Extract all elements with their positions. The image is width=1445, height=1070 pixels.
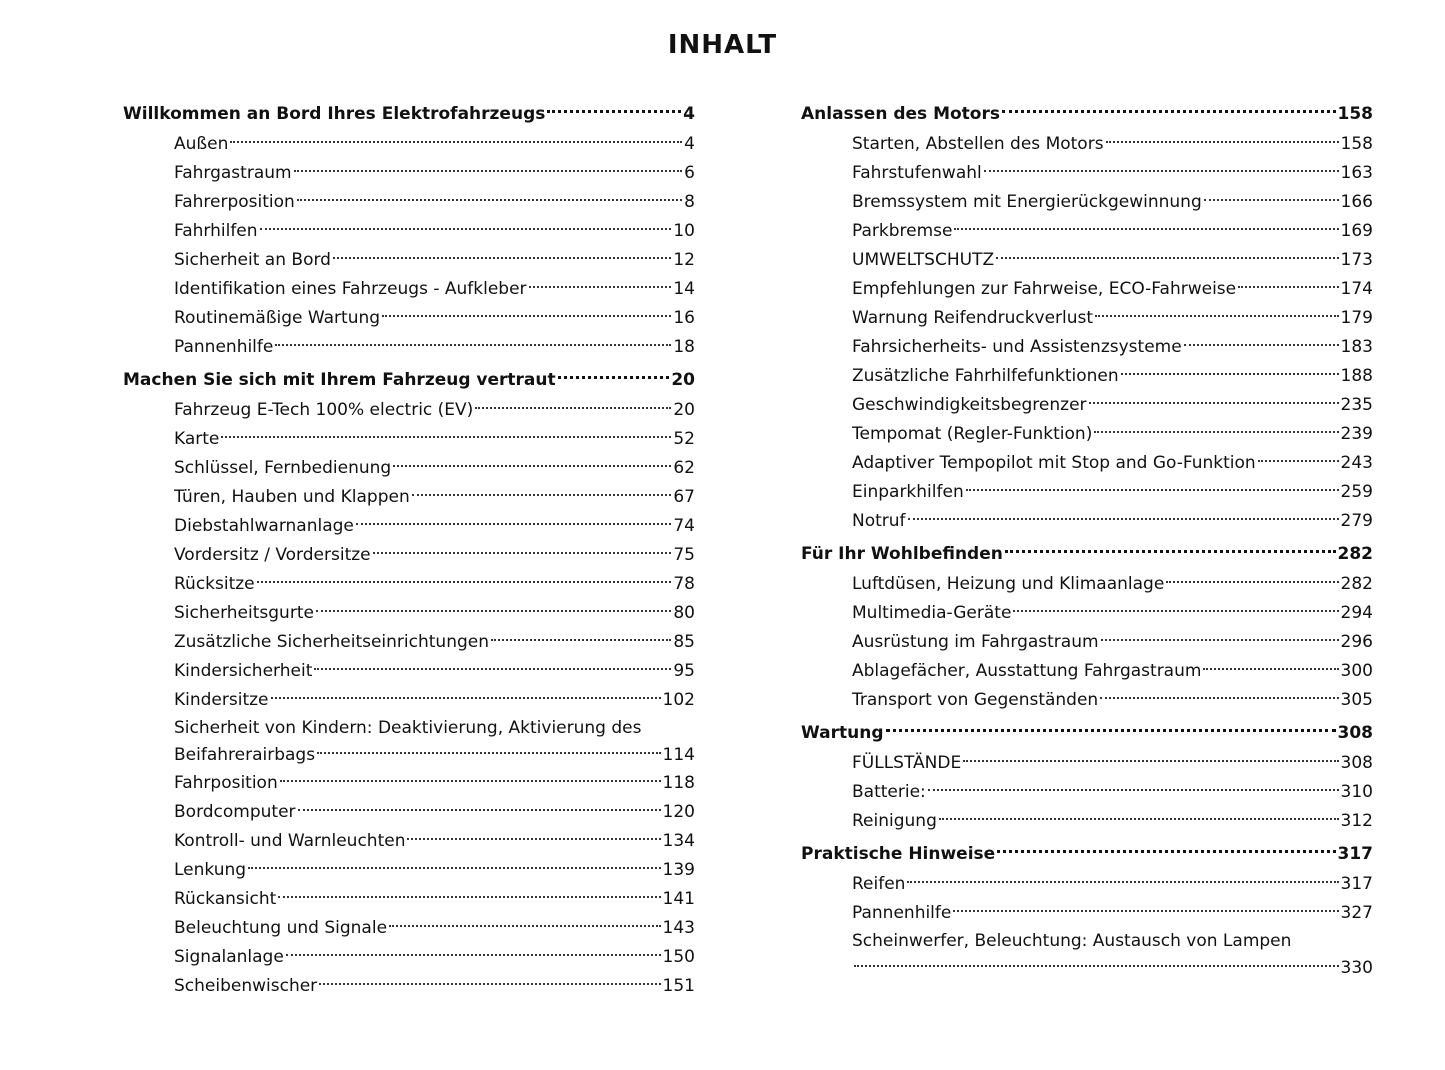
toc-column-left	[123, 96, 695, 1001]
toc-page-number: 308	[1340, 753, 1373, 773]
toc-entry	[801, 870, 1373, 899]
toc-page-number: 67	[673, 487, 695, 507]
toc-entry-line	[852, 955, 1373, 982]
toc-entry-label: Pannenhilfe	[852, 903, 952, 923]
dot-leader	[854, 965, 1339, 967]
toc-page-number: 282	[1340, 574, 1373, 594]
toc-entry-label: Zusätzliche Fahrhilfefunktionen	[852, 366, 1119, 386]
toc-section	[801, 717, 1373, 749]
toc-entry	[801, 159, 1373, 188]
toc-page-number: 327	[1340, 903, 1373, 923]
toc-entry-label: Geschwindigkeitsbegrenzer	[852, 395, 1087, 415]
toc-page-number: 151	[662, 976, 695, 996]
toc-page-number: 120	[662, 802, 695, 822]
toc-entry	[123, 483, 695, 512]
dot-leader	[996, 257, 1338, 259]
toc-entry	[801, 686, 1373, 715]
dot-leader	[1101, 639, 1339, 641]
toc-page-number: 282	[1337, 544, 1373, 564]
dot-leader	[280, 780, 661, 782]
toc-entry	[123, 769, 695, 798]
toc-page-number: 300	[1340, 661, 1373, 681]
toc-entry	[123, 628, 695, 657]
toc-entry-label: Karte	[174, 429, 220, 449]
toc-entry	[801, 217, 1373, 246]
toc-page-number: 317	[1337, 844, 1373, 864]
toc-page-number: 166	[1340, 192, 1373, 212]
toc-entry	[801, 420, 1373, 449]
toc-entry	[801, 275, 1373, 304]
toc-entry-label: Scheibenwischer	[174, 976, 318, 996]
toc-entry-label: Batterie:	[852, 782, 926, 802]
toc-entry	[801, 749, 1373, 778]
dot-leader	[1089, 402, 1339, 404]
dot-leader	[939, 818, 1339, 820]
toc-entry	[801, 391, 1373, 420]
toc-page-number: 308	[1337, 723, 1373, 743]
toc-entry	[801, 778, 1373, 807]
toc-page-number: 139	[662, 860, 695, 880]
dot-leader	[319, 983, 660, 985]
toc-entry	[801, 657, 1373, 686]
toc-entry-label: Kindersicherheit	[174, 661, 313, 681]
toc-page-number: 10	[673, 221, 695, 241]
toc-entry-label: Sicherheit von Kindern: Deaktivierung, Aktivierung des	[174, 718, 642, 738]
toc-page-number: 243	[1340, 453, 1373, 473]
dot-leader	[908, 518, 1339, 520]
toc-page-number: 20	[671, 370, 695, 390]
toc-page-number: 150	[662, 947, 695, 967]
dot-leader	[963, 760, 1338, 762]
toc-page-number: 330	[1340, 958, 1373, 978]
toc-entry	[801, 807, 1373, 836]
dot-leader	[314, 668, 671, 670]
dot-leader	[382, 315, 671, 317]
dot-leader	[271, 697, 661, 699]
dot-leader	[558, 376, 670, 379]
toc-page-number: 174	[1340, 279, 1373, 299]
toc-entry-label: Vordersitz / Vordersitze	[174, 545, 371, 565]
dot-leader	[278, 896, 660, 898]
toc-entry	[123, 333, 695, 362]
dot-leader	[1013, 610, 1338, 612]
dot-leader	[1002, 110, 1336, 113]
toc-entry-label: Fahrposition	[174, 773, 278, 793]
toc-entry-label: Lenkung	[174, 860, 247, 880]
dot-leader	[984, 170, 1339, 172]
toc-section	[801, 98, 1373, 130]
toc-entry	[123, 188, 695, 217]
toc-page-number: 4	[684, 134, 695, 154]
toc-entry	[123, 130, 695, 159]
toc-entry	[123, 827, 695, 856]
toc-entry-label: Rückansicht	[174, 889, 277, 909]
dot-leader	[373, 552, 672, 554]
dot-leader	[412, 494, 672, 496]
dot-leader	[298, 809, 661, 811]
toc-page-number: 102	[662, 690, 695, 710]
toc-entry-label: UMWELTSCHUTZ	[852, 250, 995, 270]
toc-entry-label: Starten, Abstellen des Motors	[852, 134, 1104, 154]
dot-leader	[316, 610, 671, 612]
toc-page-number: 163	[1340, 163, 1373, 183]
dot-leader	[356, 523, 671, 525]
toc-entry	[801, 478, 1373, 507]
toc-entry	[801, 928, 1373, 982]
toc-entry-label-cont: Beifahrerairbags	[174, 745, 316, 765]
toc-entry-label: Pannenhilfe	[174, 337, 274, 357]
toc-entry	[123, 885, 695, 914]
toc-page-number: 317	[1340, 874, 1373, 894]
toc-page-number: 235	[1340, 395, 1373, 415]
toc-page-number: 62	[673, 458, 695, 478]
toc-page-number: 75	[673, 545, 695, 565]
toc-entry	[123, 943, 695, 972]
toc-page-number: 141	[662, 889, 695, 909]
toc-entry	[801, 570, 1373, 599]
toc-page-number: 95	[673, 661, 695, 681]
dot-leader	[1184, 344, 1339, 346]
toc-entry-line	[174, 742, 695, 769]
toc-entry	[801, 507, 1373, 536]
dot-leader	[248, 867, 660, 869]
dot-leader	[333, 257, 671, 259]
toc-page-number: 312	[1340, 811, 1373, 831]
toc-entry	[801, 304, 1373, 333]
dot-leader	[907, 881, 1338, 883]
toc-entry	[123, 454, 695, 483]
toc-page-number: 114	[662, 745, 695, 765]
toc-entry-label: Außen	[174, 134, 229, 154]
toc-entry-label: Warnung Reifendruckverlust	[852, 308, 1094, 328]
toc-entry-label: Fahrsicherheits- und Assistenzsysteme	[852, 337, 1182, 357]
toc-section	[801, 838, 1373, 870]
toc-page-number: 118	[662, 773, 695, 793]
toc-entry	[123, 856, 695, 885]
toc-page-number: 6	[684, 163, 695, 183]
toc-entry	[801, 449, 1373, 478]
toc-entry-label: Sicherheitsgurte	[174, 603, 314, 623]
dot-leader	[257, 581, 672, 583]
toc-page-number: 183	[1340, 337, 1373, 357]
toc-entry-label: Für Ihr Wohlbefinden	[801, 544, 1003, 564]
dot-leader	[221, 436, 671, 438]
toc-page-number: 14	[673, 279, 695, 299]
dot-leader	[475, 407, 671, 409]
toc-page-number: 52	[673, 429, 695, 449]
toc-entry	[123, 304, 695, 333]
toc-entry-label: Anlassen des Motors	[801, 104, 1000, 124]
toc-entry	[123, 246, 695, 275]
dot-leader	[966, 489, 1339, 491]
dot-leader	[389, 925, 661, 927]
toc-page-number: 74	[673, 516, 695, 536]
toc-page-number: 179	[1340, 308, 1373, 328]
toc-entry-label: Notruf	[852, 511, 906, 531]
toc-entry	[123, 570, 695, 599]
dot-leader	[1203, 668, 1338, 670]
toc-entry	[123, 657, 695, 686]
toc-column-right	[801, 96, 1373, 982]
toc-entry-label: Multimedia-Geräte	[852, 603, 1012, 623]
toc-entry-label: Fahrgastraum	[174, 163, 292, 183]
toc-entry	[123, 914, 695, 943]
dot-leader	[1166, 581, 1338, 583]
toc-entry	[123, 512, 695, 541]
toc-entry-label: Tempomat (Regler-Funktion)	[852, 424, 1093, 444]
toc-page-number: 173	[1340, 250, 1373, 270]
toc-entry-label: Signalanlage	[174, 947, 284, 967]
toc-entry	[801, 188, 1373, 217]
toc-entry-label: Beleuchtung und Signale	[174, 918, 388, 938]
toc-page-number: 80	[673, 603, 695, 623]
dot-leader	[1095, 315, 1338, 317]
toc-entry-label: Fahrhilfen	[174, 221, 258, 241]
toc-entry-label: Diebstahlwarnanlage	[174, 516, 354, 536]
toc-entry-label: Bremssystem mit Energierückgewinnung	[852, 192, 1202, 212]
dot-leader	[529, 286, 672, 288]
toc-entry-label: Fahrstufenwahl	[852, 163, 982, 183]
toc-entry-label: Parkbremse	[852, 221, 953, 241]
toc-entry-label: Zusätzliche Sicherheitseinrichtungen	[174, 632, 490, 652]
toc-page-number: 78	[673, 574, 695, 594]
dot-leader	[317, 752, 660, 754]
dot-leader	[407, 838, 660, 840]
toc-entry	[123, 599, 695, 628]
dot-leader	[1238, 286, 1338, 288]
toc-entry	[801, 362, 1373, 391]
toc-page-number: 169	[1340, 221, 1373, 241]
toc-entry	[801, 333, 1373, 362]
dot-leader	[1005, 550, 1336, 553]
dot-leader	[954, 228, 1338, 230]
toc-entry-label: Transport von Gegenständen	[852, 690, 1099, 710]
toc-section	[801, 538, 1373, 570]
toc-page-number: 296	[1340, 632, 1373, 652]
toc-entry-label: Sicherheit an Bord	[174, 250, 331, 270]
toc-section	[123, 364, 695, 396]
toc-entry	[123, 686, 695, 715]
toc-entry-label: Rücksitze	[174, 574, 255, 594]
toc-page-number: 18	[673, 337, 695, 357]
toc-page-number: 85	[673, 632, 695, 652]
dot-leader	[286, 954, 661, 956]
toc-page-number: 294	[1340, 603, 1373, 623]
toc-entry-label: Identifikation eines Fahrzeugs - Aufkleber	[174, 279, 527, 299]
toc-entry-label: Reifen	[852, 874, 906, 894]
toc-entry	[801, 899, 1373, 928]
toc-page-number: 8	[684, 192, 695, 212]
dot-leader	[1106, 141, 1339, 143]
toc-entry	[123, 275, 695, 304]
dot-leader	[1100, 697, 1338, 699]
dot-leader	[297, 199, 682, 201]
toc-page-number: 12	[673, 250, 695, 270]
toc-page-number: 305	[1340, 690, 1373, 710]
toc-page-number: 4	[683, 104, 695, 124]
toc-entry-label: Machen Sie sich mit Ihrem Fahrzeug vertraut	[123, 370, 556, 390]
toc-section	[123, 98, 695, 130]
toc-entry-label: Reinigung	[852, 811, 937, 831]
dot-leader	[275, 344, 671, 346]
toc-entry	[123, 425, 695, 454]
dot-leader	[230, 141, 682, 143]
dot-leader	[1094, 431, 1338, 433]
toc-entry-label: Schlüssel, Fernbedienung	[174, 458, 392, 478]
toc-page-number: 239	[1340, 424, 1373, 444]
toc-page-number: 143	[662, 918, 695, 938]
toc-entry-label: Fahrerposition	[174, 192, 295, 212]
dot-leader	[997, 850, 1335, 853]
toc-page-number: 158	[1340, 134, 1373, 154]
toc-entry	[801, 130, 1373, 159]
toc-page-number: 20	[673, 400, 695, 420]
toc-page-number: 259	[1340, 482, 1373, 502]
toc-entry-label: FÜLLSTÄNDE	[852, 753, 962, 773]
dot-leader	[260, 228, 672, 230]
toc-entry-label: Ausrüstung im Fahrgastraum	[852, 632, 1099, 652]
dot-leader	[547, 110, 681, 113]
toc-entry	[123, 396, 695, 425]
toc-entry-label: Praktische Hinweise	[801, 844, 996, 864]
toc-page-number: 188	[1340, 366, 1373, 386]
dot-leader	[491, 639, 671, 641]
toc-entry	[123, 798, 695, 827]
dot-leader	[1258, 460, 1339, 462]
toc-entry	[123, 217, 695, 246]
toc-entry-label: Empfehlungen zur Fahrweise, ECO-Fahrweise	[852, 279, 1237, 299]
toc-page-number: 310	[1340, 782, 1373, 802]
toc-entry-label: Fahrzeug E-Tech 100% electric (EV)	[174, 400, 474, 420]
dot-leader	[1121, 373, 1339, 375]
toc-entry-label: Luftdüsen, Heizung und Klimaanlage	[852, 574, 1165, 594]
toc-entry	[123, 541, 695, 570]
dot-leader	[886, 729, 1336, 732]
dot-leader	[953, 910, 1338, 912]
toc-page-number: 279	[1340, 511, 1373, 531]
toc-page-number: 16	[673, 308, 695, 328]
dot-leader	[294, 170, 683, 172]
toc-entry	[123, 972, 695, 1001]
toc-entry-label: Einparkhilfen	[852, 482, 964, 502]
dot-leader	[1204, 199, 1339, 201]
toc-entry	[123, 715, 695, 769]
dot-leader	[928, 789, 1339, 791]
toc-entry-label: Türen, Hauben und Klappen	[174, 487, 410, 507]
dot-leader	[393, 465, 671, 467]
toc-entry	[801, 599, 1373, 628]
toc-entry-label: Wartung	[801, 723, 884, 743]
toc-entry-label: Willkommen an Bord Ihres Elektrofahrzeugs	[123, 104, 546, 124]
toc-entry	[801, 246, 1373, 275]
toc-entry-label: Scheinwerfer, Beleuchtung: Austausch von Lampen	[852, 931, 1292, 951]
page-title: INHALT	[667, 30, 778, 60]
toc-entry	[123, 159, 695, 188]
toc-entry-label: Kontroll- und Warnleuchten	[174, 831, 406, 851]
toc-entry-label: Bordcomputer	[174, 802, 296, 822]
toc-entry-label: Kindersitze	[174, 690, 269, 710]
toc-entry	[801, 628, 1373, 657]
toc-page-number: 134	[662, 831, 695, 851]
toc-entry-label: Routinemäßige Wartung	[174, 308, 381, 328]
toc-entry-label: Adaptiver Tempopilot mit Stop and Go-Funktion	[852, 453, 1256, 473]
toc-entry-label: Ablagefächer, Ausstattung Fahrgastraum	[852, 661, 1202, 681]
toc-page-number: 158	[1337, 104, 1373, 124]
